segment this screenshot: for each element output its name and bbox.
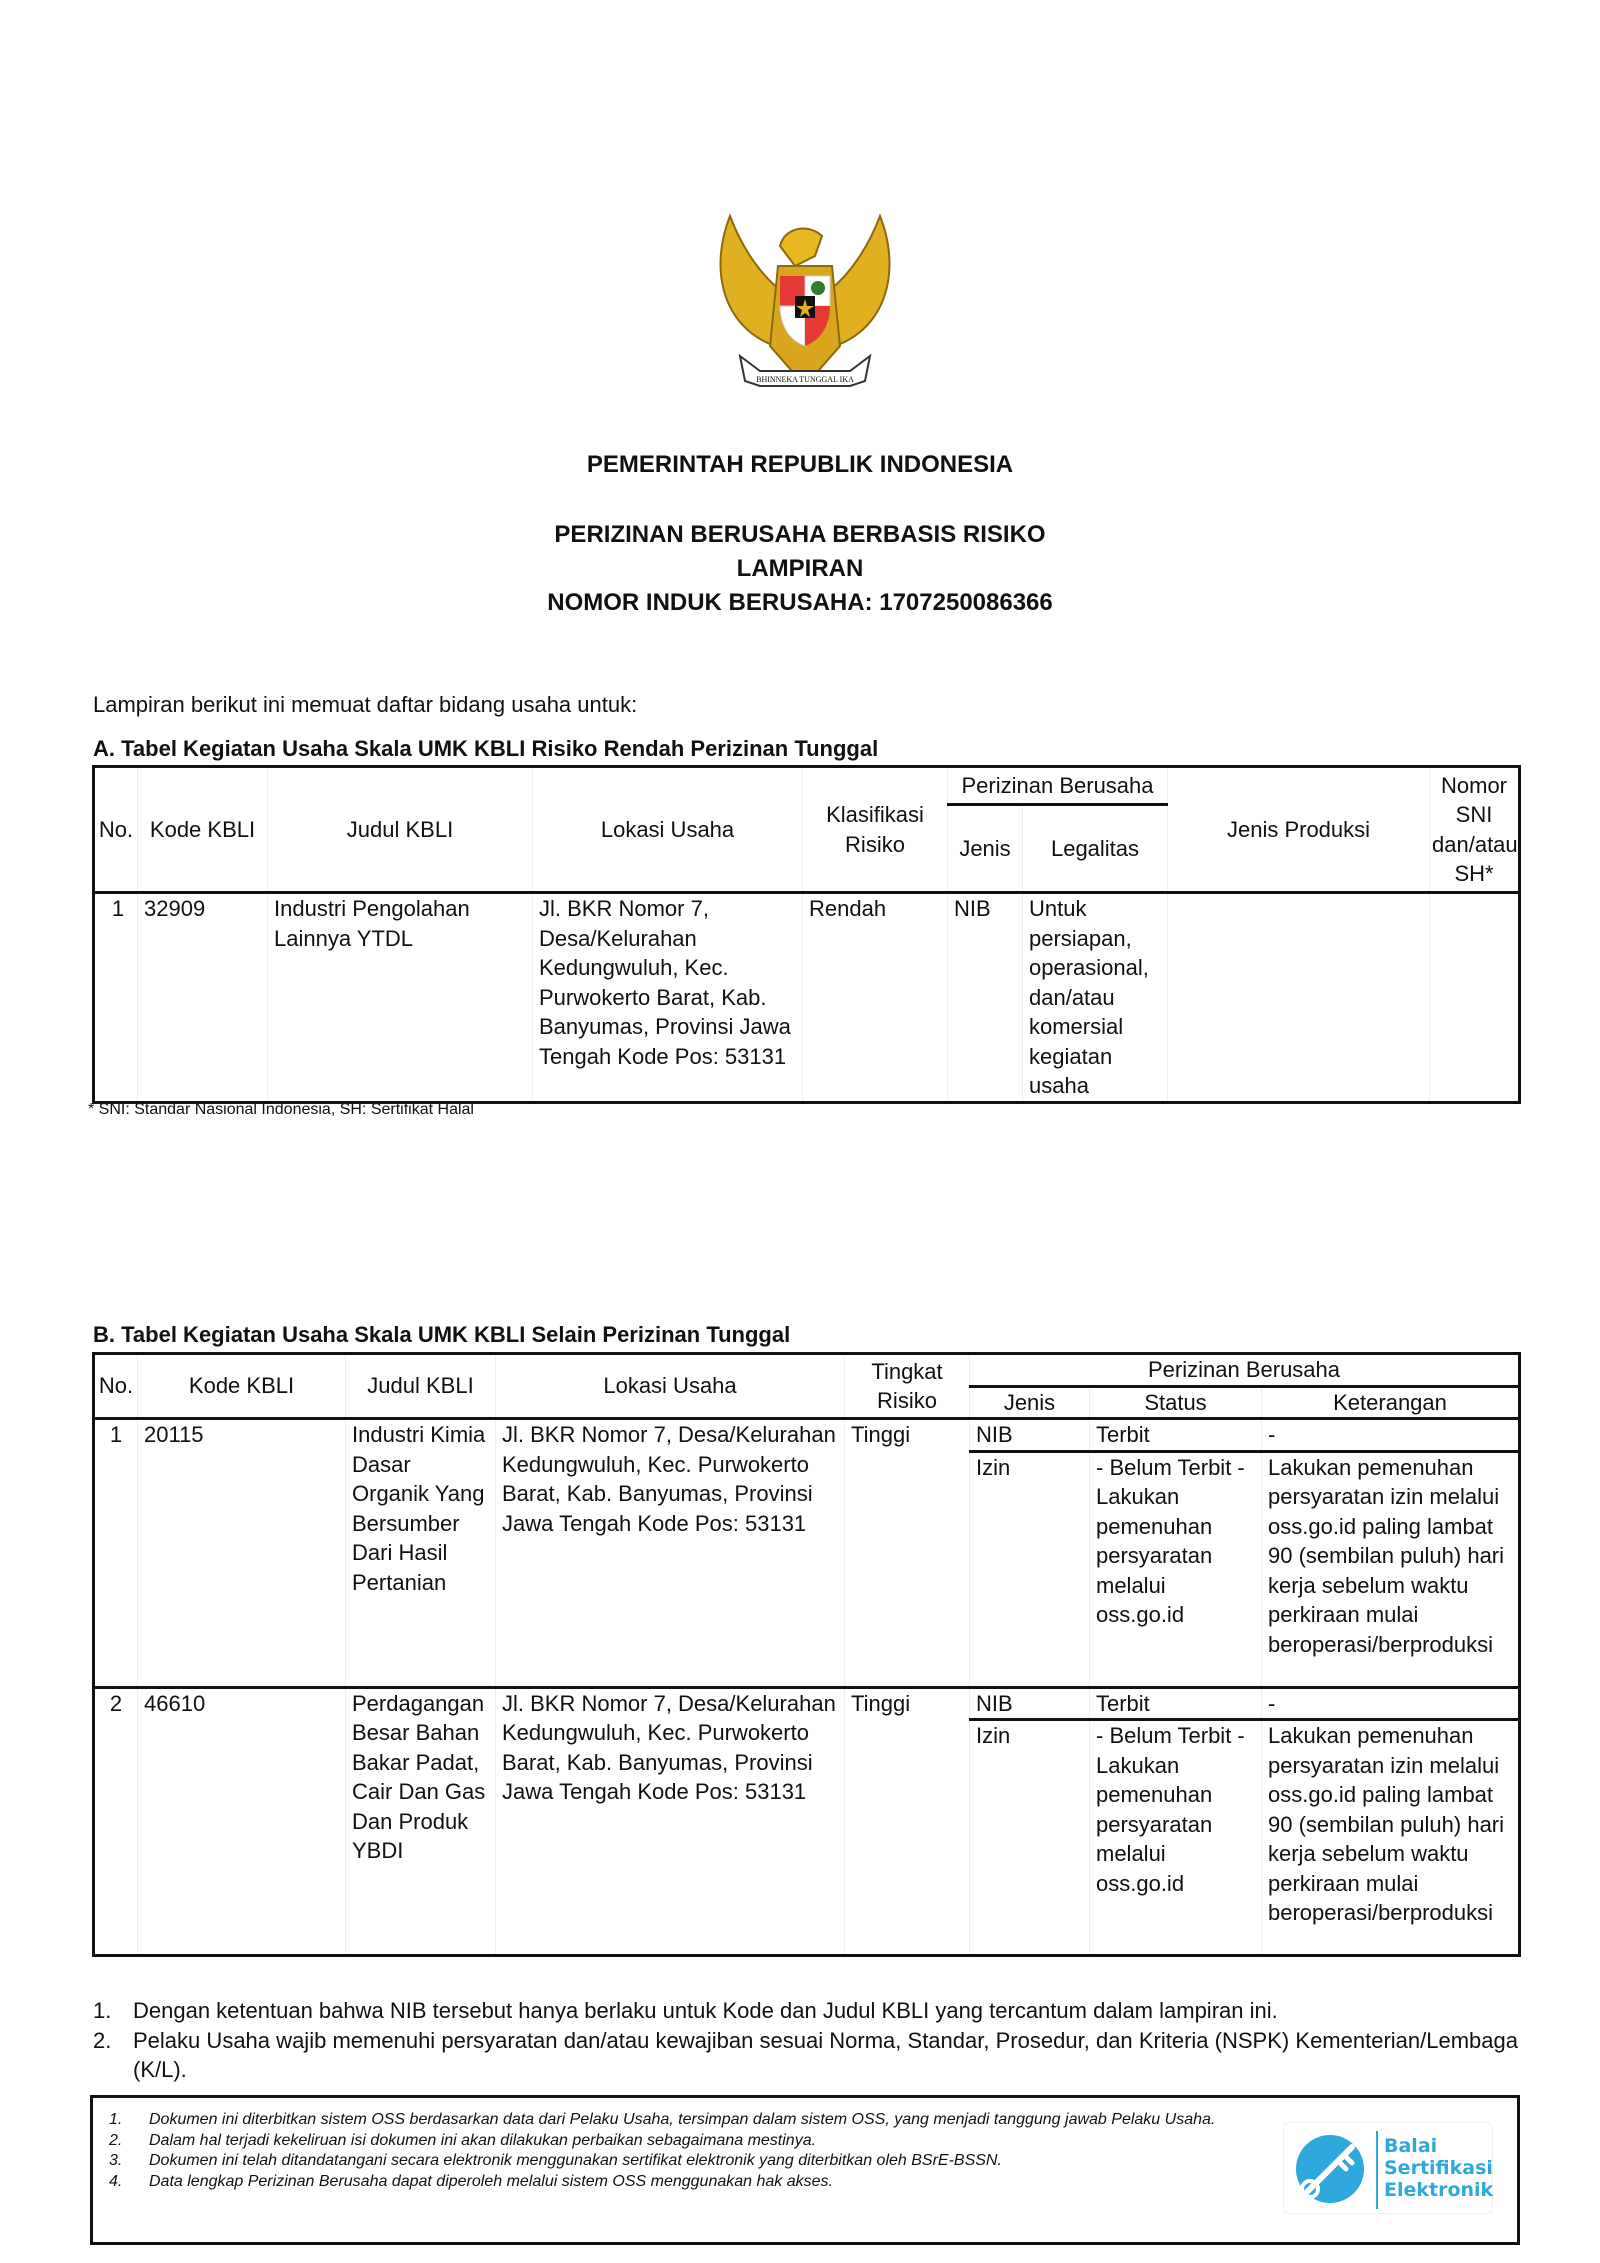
table-row — [94, 1687, 1520, 1720]
disclaimer-item — [109, 2131, 1289, 2152]
document-title — [0, 518, 1600, 620]
cell-jenis-nib: NIB — [970, 1687, 1090, 1720]
disclaimer-number: 1. — [109, 2111, 123, 2128]
disclaimer-list — [109, 2110, 1289, 2192]
cell-keterangan-nib: - — [1262, 1419, 1520, 1452]
cell-jenis: NIB — [948, 893, 1023, 1103]
table-a — [92, 765, 1521, 1104]
col-header-klasifikasi: Klasifikasi Risiko — [803, 767, 948, 893]
cell-status-nib: Terbit — [1090, 1419, 1262, 1452]
note-number: 1. — [93, 1998, 112, 2023]
disclaimer-number: 3. — [109, 2152, 123, 2169]
title-line-2: LAMPIRAN — [736, 555, 864, 582]
disclaimer-number: 2. — [109, 2131, 123, 2149]
table-row — [94, 893, 1520, 1103]
note-item — [93, 2026, 1518, 2085]
table-a-title: A. Tabel Kegiatan Usaha Skala UMK KBLI Risiko Rendah Perizinan Tunggal — [93, 736, 879, 761]
cell-tingkat: Tinggi — [845, 1687, 970, 1956]
col-header-judul: Judul KBLI — [346, 1354, 496, 1419]
disclaimer-item — [109, 2110, 1289, 2131]
bsre-logo — [1283, 2122, 1493, 2214]
note-text: Pelaku Usaha wajib memenuhi persyaratan dan/atau kewajiban sesuai Norma, Standar, Prosedur, dan Kriteria (NSPK) Kementerian/Lembaga (K/L). — [133, 2027, 1518, 2082]
table-row — [94, 1419, 1520, 1452]
garuda-emblem-icon — [700, 196, 910, 416]
note-item — [93, 1996, 1518, 2026]
bsre-line-1: Balai — [1384, 2135, 1438, 2157]
cell-keterangan-izin: Lakukan pemenuhan persyaratan izin melalui oss.go.id paling lambat 90 (sembilan puluh) hari kerja sebelum waktu perkiraan mulai beroperasi/berproduksi — [1262, 1720, 1520, 1956]
col-header-perizinan: Perizinan Berusaha — [970, 1354, 1520, 1387]
col-header-no: No. — [94, 1354, 138, 1419]
cell-status-izin: - Belum Terbit - Lakukan pemenuhan persyaratan melalui oss.go.id — [1090, 1720, 1262, 1956]
cell-jenis-nib: NIB — [970, 1419, 1090, 1452]
svg-text:BHINNEKA TUNGGAL IKA: BHINNEKA TUNGGAL IKA — [756, 375, 854, 384]
disclaimer-item — [109, 2172, 1289, 2193]
col-header-jenis: Jenis — [970, 1386, 1090, 1419]
cell-judul: Industri Pengolahan Lainnya YTDL — [268, 893, 533, 1103]
cell-kode: 20115 — [138, 1419, 346, 1688]
col-header-jenis: Jenis — [948, 805, 1023, 893]
bsre-line-3: Elektronik — [1384, 2179, 1494, 2201]
col-header-lokasi: Lokasi Usaha — [496, 1354, 845, 1419]
col-header-tingkat: Tingkat Risiko — [845, 1354, 970, 1419]
disclaimer-item — [109, 2151, 1289, 2172]
disclaimer-text: Dokumen ini diterbitkan sistem OSS berdasarkan data dari Pelaku Usaha, tersimpan dalam sistem OSS, yang menjadi tanggung jawab Pelaku Usaha. — [149, 2111, 1216, 2128]
cell-klasifikasi: Rendah — [803, 893, 948, 1103]
cell-no: 1 — [94, 893, 138, 1103]
col-header-lokasi: Lokasi Usaha — [533, 767, 803, 893]
bsre-line-2: Sertifikasi — [1384, 2157, 1493, 2179]
cell-lokasi: Jl. BKR Nomor 7, Desa/Kelurahan Kedungwuluh, Kec. Purwokerto Barat, Kab. Banyumas, Provinsi Jawa Tengah Kode Pos: 53131 — [496, 1419, 845, 1688]
intro-text: Lampiran berikut ini memuat daftar bidang usaha untuk: — [93, 692, 638, 717]
cell-keterangan-nib: - — [1262, 1687, 1520, 1720]
col-header-jenis-produksi: Jenis Produksi — [1168, 767, 1430, 893]
cell-no: 1 — [94, 1419, 138, 1688]
disclaimer-text: Dalam hal terjadi kekeliruan isi dokumen ini akan dilakukan perbaikan sebagaimana mestinya. — [149, 2131, 817, 2149]
cell-status-izin: - Belum Terbit - Lakukan pemenuhan persyaratan melalui oss.go.id — [1090, 1451, 1262, 1687]
cell-status-nib: Terbit — [1090, 1687, 1262, 1720]
table-b — [92, 1352, 1521, 1957]
key-seal-icon — [1294, 2133, 1366, 2205]
cell-tingkat: Tinggi — [845, 1419, 970, 1688]
col-header-keterangan: Keterangan — [1262, 1386, 1520, 1419]
cell-kode: 46610 — [138, 1687, 346, 1956]
cell-legalitas: Untuk persiapan, operasional, dan/atau komersial kegiatan usaha — [1023, 893, 1168, 1103]
table-b-title: B. Tabel Kegiatan Usaha Skala UMK KBLI Selain Perizinan Tunggal — [93, 1322, 791, 1347]
disclaimer-number: 4. — [109, 2172, 123, 2190]
col-header-legalitas: Legalitas — [1023, 805, 1168, 893]
col-header-nomor-sni: Nomor SNI dan/atau SH* — [1430, 767, 1520, 893]
notes-list — [93, 1996, 1518, 2085]
cell-judul: Perdagangan Besar Bahan Bakar Padat, Cair Dan Gas Dan Produk YBDI — [346, 1687, 496, 1956]
note-number: 2. — [93, 2027, 112, 2053]
cell-lokasi: Jl. BKR Nomor 7, Desa/Kelurahan Kedungwuluh, Kec. Purwokerto Barat, Kab. Banyumas, Provinsi Jawa Tengah Kode Pos: 53131 — [496, 1687, 845, 1956]
cell-lokasi: Jl. BKR Nomor 7, Desa/Kelurahan Kedungwuluh, Kec. Purwokerto Barat, Kab. Banyumas, Provinsi Jawa Tengah Kode Pos: 53131 — [533, 893, 803, 1103]
col-header-perizinan: Perizinan Berusaha — [948, 767, 1168, 805]
cell-no: 2 — [94, 1687, 138, 1956]
logo-divider — [1376, 2131, 1378, 2209]
disclaimer-box — [90, 2095, 1520, 2245]
col-header-kode: Kode KBLI — [138, 1354, 346, 1419]
note-text: Dengan ketentuan bahwa NIB tersebut hanya berlaku untuk Kode dan Judul KBLI yang tercantum dalam lampiran ini. — [133, 1998, 1278, 2023]
cell-nomor-sni — [1430, 893, 1520, 1103]
cell-keterangan-izin: Lakukan pemenuhan persyaratan izin melalui oss.go.id paling lambat 90 (sembilan puluh) hari kerja sebelum waktu perkiraan mulai beroperasi/berproduksi — [1262, 1451, 1520, 1687]
bsre-wordmark — [1384, 2135, 1493, 2201]
col-header-status: Status — [1090, 1386, 1262, 1419]
cell-jenis-izin: Izin — [970, 1720, 1090, 1956]
cell-jenis-izin: Izin — [970, 1451, 1090, 1687]
col-header-judul: Judul KBLI — [268, 767, 533, 893]
table-a-footnote: * SNI: Standar Nasional Indonesia, SH: Sertifikat Halal — [88, 1101, 474, 1118]
disclaimer-text: Data lengkap Perizinan Berusaha dapat diperoleh melalui sistem OSS menggunakan hak akses. — [149, 2172, 833, 2190]
cell-kode: 32909 — [138, 893, 268, 1103]
col-header-kode: Kode KBLI — [138, 767, 268, 893]
title-line-1: PERIZINAN BERUSAHA BERBASIS RISIKO — [554, 521, 1046, 548]
col-header-no: No. — [94, 767, 138, 893]
nib-number: NOMOR INDUK BERUSAHA: 1707250086366 — [547, 589, 1053, 616]
disclaimer-text: Dokumen ini telah ditandatangani secara elektronik menggunakan sertifikat elektronik yang diterbitkan oleh BSrE-BSSN. — [149, 2152, 1002, 2169]
cell-jenis-produksi — [1168, 893, 1430, 1103]
government-title: PEMERINTAH REPUBLIK INDONESIA — [586, 451, 1014, 478]
cell-judul: Industri Kimia Dasar Organik Yang Bersumber Dari Hasil Pertanian — [346, 1419, 496, 1688]
